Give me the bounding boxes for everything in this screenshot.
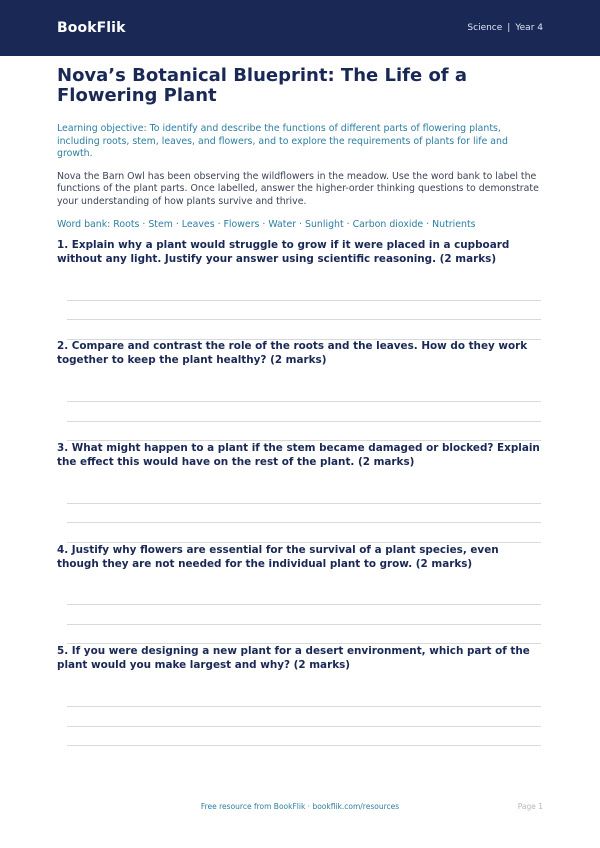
answer-line[interactable] (67, 604, 541, 605)
answer-line[interactable] (67, 624, 541, 625)
answer-line[interactable] (67, 421, 541, 422)
question-text: 1. Explain why a plant would struggle to grow if it were placed in a cupboard without any light. Justify your answer using scientific reasoning. (2 marks) (57, 239, 510, 265)
answer-line[interactable] (67, 503, 541, 504)
question-1 (57, 238, 543, 266)
answer-line[interactable] (67, 726, 541, 727)
page-header (0, 0, 600, 56)
question-text: 5. If you were designing a new plant for a desert environment, which part of the plant would you make largest and why? (2 marks) (57, 645, 530, 671)
answer-line[interactable] (67, 300, 541, 301)
page-footer (0, 802, 600, 816)
answer-line[interactable] (67, 522, 541, 523)
answer-line[interactable] (67, 401, 541, 402)
intro-paragraph: Nova the Barn Owl has been observing the wildflowers in the meadow. Use the word bank to label the functions of the plant parts. Once labelled, answer the higher-order thinking questions to demonstrate your understanding of how plants survive and thrive. (57, 170, 539, 207)
question-text: 2. Compare and contrast the role of the roots and the leaves. How do they work together to keep the plant healthy? (2 marks) (57, 340, 528, 366)
footer-resource-link[interactable]: Free resource from BookFlik · bookflik.com/resources (200, 802, 400, 811)
question-text: 3. What might happen to a plant if the stem became damaged or blocked? Explain the effect this would have on the rest of the plant. (2 marks) (57, 442, 540, 468)
worksheet-intro (57, 66, 543, 231)
question-4 (57, 543, 543, 571)
answer-line[interactable] (67, 319, 541, 320)
word-bank: Word bank: Roots · Stem · Leaves · Flowers · Water · Sunlight · Carbon dioxide · Nutrients (57, 218, 476, 230)
page-title: Nova’s Botanical Blueprint: The Life of a Flowering Plant (57, 65, 468, 106)
meta-separator: | (507, 23, 511, 33)
subject-label: Science (467, 23, 503, 33)
learning-objective: Learning objective: To identify and describe the functions of different parts of flowering plants, including roots, stem, leaves, and flowers, and to explore the requirements of plants for life and growth. (57, 123, 508, 160)
answer-line[interactable] (67, 745, 541, 746)
question-2 (57, 339, 543, 367)
year-label: Year 4 (515, 23, 543, 33)
answer-line[interactable] (67, 706, 541, 707)
subject-year-meta (467, 23, 543, 33)
question-5 (57, 644, 543, 672)
brand-logo-text[interactable]: BookFlik (57, 20, 126, 36)
question-3 (57, 441, 543, 469)
question-text: 4. Justify why flowers are essential for the survival of a plant species, even though they are not needed for the individual plant to grow. (2 marks) (57, 544, 499, 570)
page-number: Page 1 (517, 802, 543, 811)
